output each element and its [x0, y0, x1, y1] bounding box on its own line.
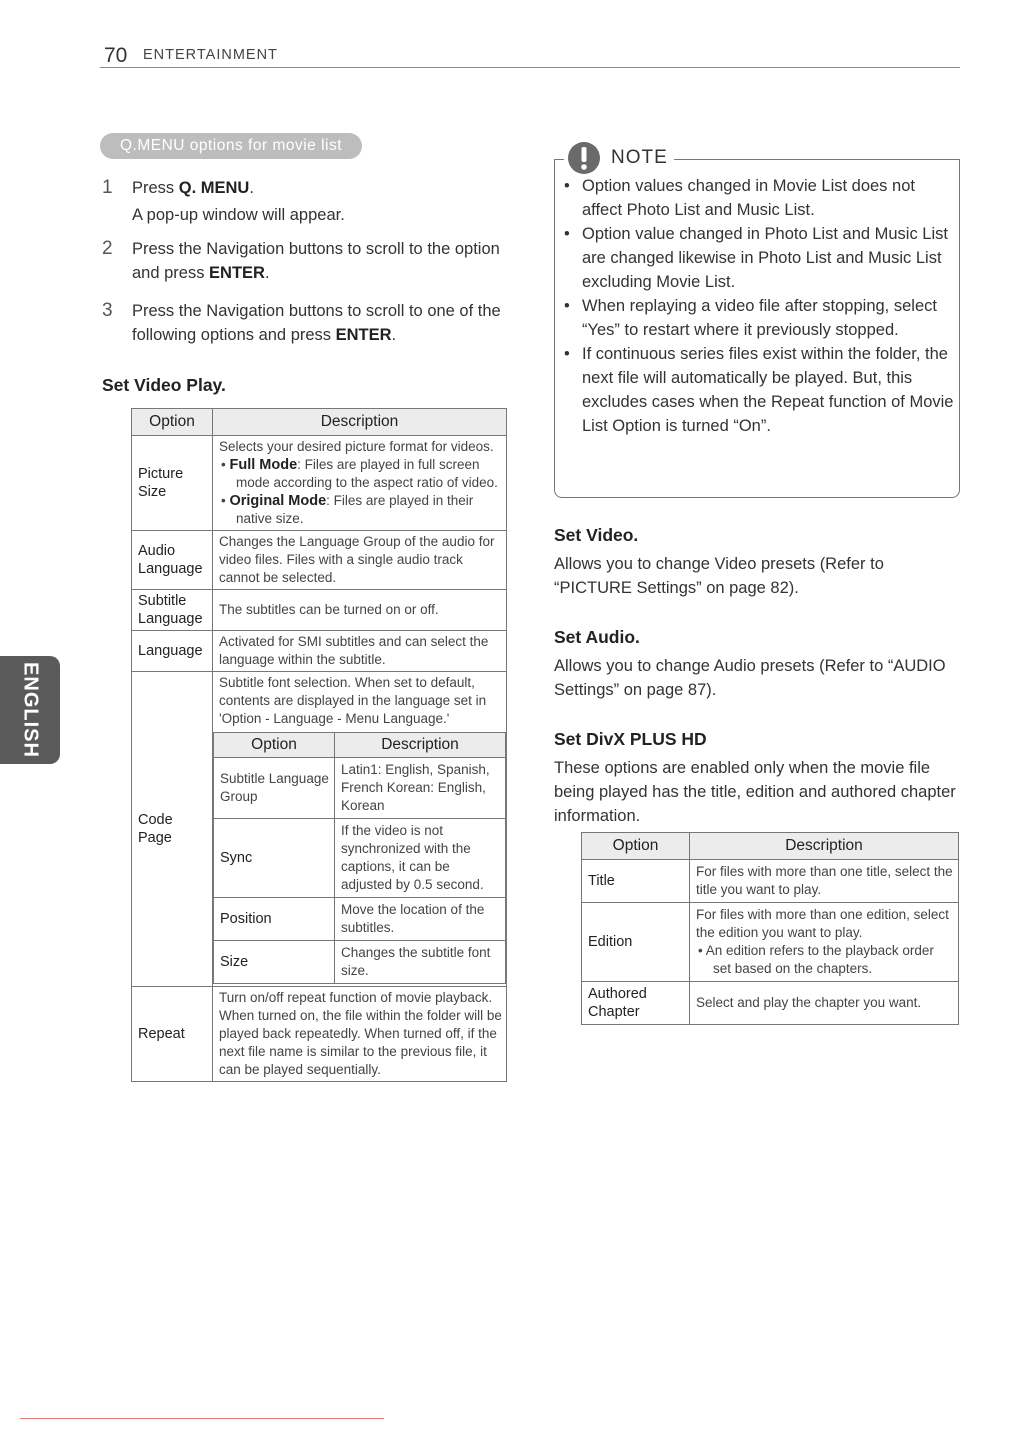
desc-intro: For files with more than one edition, select the edition you want to play. — [696, 907, 949, 940]
subtable-row — [214, 819, 506, 898]
bullet-text: : Files are played in full screen mode according to the aspect ratio of video. — [236, 457, 498, 490]
language-side-tab — [0, 656, 60, 764]
option-cell: Authored Chapter — [582, 982, 690, 1025]
divx-text: These options are enabled only when the movie file being played has the title, edition and authored chapter information. — [554, 759, 956, 825]
note-item: • When replaying a video file after stopping, select “Yes” to restart where it previously stopped. — [562, 294, 954, 342]
description-cell: Turn on/off repeat function of movie playback. When turned on, the file within the folder will be played back repeatedly. When turned off, if the next file name is similar to the previous file, it can be played sequentially. — [213, 987, 507, 1082]
note-exclamation-icon — [567, 141, 601, 175]
step-key: ENTER — [335, 326, 392, 344]
note-list — [562, 174, 954, 438]
note-item: • Option values changed in Movie List does not affect Photo List and Music List. — [562, 174, 954, 222]
step-number: 1 — [102, 177, 113, 198]
page-number: 70 — [104, 44, 128, 67]
step-text: Press the Navigation buttons to scroll to the option and press — [132, 240, 500, 282]
description-cell: The subtitles can be turned on or off. — [213, 590, 507, 631]
section-pill: Q.MENU options for movie list — [100, 133, 362, 159]
option-cell: Audio Language — [132, 531, 213, 590]
bullet-text: : Files are played in their native size. — [236, 493, 474, 526]
desc-intro: Selects your desired picture format for videos. — [219, 439, 494, 454]
set-video-heading: Set Video. — [554, 525, 639, 545]
description-cell — [690, 903, 959, 982]
set-audio-heading: Set Audio. — [554, 627, 640, 647]
table-row-subtitle-language — [132, 590, 507, 631]
table-row-repeat — [132, 987, 507, 1082]
divx-heading: Set DivX PLUS HD — [554, 729, 707, 749]
description-cell: If the video is not synchronized with the captions, it can be adjusted by 0.5 second. — [335, 819, 506, 898]
description-cell: Changes the subtitle font size. — [335, 941, 506, 984]
table-row-authored-chapter — [582, 982, 959, 1025]
option-cell: Position — [214, 898, 335, 941]
video-play-heading: Set Video Play. — [102, 375, 226, 395]
table-header-row — [132, 409, 507, 436]
footer-line — [20, 1418, 384, 1419]
bullet-key: Full Mode — [229, 457, 298, 473]
description-cell — [213, 672, 507, 987]
option-cell: Language — [132, 631, 213, 672]
side-tab-label: ENGLISH — [19, 662, 42, 758]
section-label: ENTERTAINMENT — [143, 47, 278, 63]
step-1 — [102, 176, 522, 227]
step-text-end: . — [264, 264, 270, 282]
subtable-row — [214, 758, 506, 819]
subtable-row — [214, 941, 506, 984]
table-row-audio-language — [132, 531, 507, 590]
col-option: Option — [214, 733, 335, 758]
video-play-table — [131, 408, 507, 1082]
step-subtext: A pop-up window will appear. — [132, 206, 345, 224]
description-cell: Latin1: English, Spanish, French Korean: English, Korean — [335, 758, 506, 819]
table-row-language — [132, 631, 507, 672]
option-cell: Repeat — [132, 987, 213, 1082]
step-text: Press — [132, 179, 179, 197]
col-description: Description — [213, 409, 507, 436]
description-cell: Select and play the chapter you want. — [690, 982, 959, 1025]
option-cell: Sync — [214, 819, 335, 898]
table-row-title — [582, 860, 959, 903]
description-cell: For files with more than one title, select the title you want to play. — [690, 860, 959, 903]
bullet-original-mode: • Original Mode: Files are played in their native size. — [221, 493, 474, 526]
subtable-header-row — [214, 733, 506, 758]
bullet-edition: • An edition refers to the playback order set based on the chapters. — [698, 943, 934, 976]
subtable-row — [214, 898, 506, 941]
step-number: 3 — [102, 300, 113, 321]
option-cell: Subtitle Language Group — [214, 758, 335, 819]
step-text: Press the Navigation buttons to scroll to one of the following options and press — [132, 302, 501, 344]
description-cell: Move the location of the subtitles. — [335, 898, 506, 941]
table-header-row — [582, 833, 959, 860]
code-page-subtable — [213, 732, 506, 984]
option-cell: Subtitle Language — [132, 590, 213, 631]
step-2 — [102, 237, 522, 285]
bullet-key: Original Mode — [229, 493, 327, 509]
col-description: Description — [690, 833, 959, 860]
divx-table — [581, 832, 959, 1025]
table-row-code-page — [132, 672, 507, 987]
bullet-full-mode: • Full Mode: Files are played in full screen mode according to the aspect ratio of video. — [221, 457, 498, 490]
description-cell: Changes the Language Group of the audio for video files. Files with a single audio track cannot be selected. — [213, 531, 507, 590]
option-cell: Title — [582, 860, 690, 903]
step-text-end: . — [249, 179, 254, 197]
note-title: NOTE — [611, 147, 668, 168]
step-key: Q. MENU — [178, 179, 250, 197]
description-cell: Activated for SMI subtitles and can select the language within the subtitle. — [213, 631, 507, 672]
table-row-edition — [582, 903, 959, 982]
bullet-text: An edition refers to the playback order set based on the chapters. — [705, 943, 934, 976]
option-cell: Picture Size — [132, 436, 213, 531]
col-description: Description — [335, 733, 506, 758]
col-option: Option — [582, 833, 690, 860]
option-cell: Code Page — [132, 672, 213, 987]
note-item: • If continuous series files exist within the folder, the next file will automatically be played. But, this excludes cases when the Repeat function of Movie List Option is turned “On”. — [562, 342, 954, 438]
note-item: • Option value changed in Photo List and Music List are changed likewise in Photo List and Music List excluding Movie List. — [562, 222, 954, 294]
step-number: 2 — [102, 238, 113, 259]
header-divider — [100, 67, 960, 68]
set-video-text: Allows you to change Video presets (Refer to “PICTURE Settings” on page 82). — [554, 555, 884, 597]
step-key: ENTER — [209, 264, 265, 282]
option-cell: Size — [214, 941, 335, 984]
table-row-picture-size — [132, 436, 507, 531]
option-cell: Edition — [582, 903, 690, 982]
col-option: Option — [132, 409, 213, 436]
step-3 — [102, 299, 522, 347]
step-text-end: . — [391, 326, 397, 344]
set-audio-text: Allows you to change Audio presets (Refer to “AUDIO Settings” on page 87). — [554, 657, 946, 699]
desc-intro: Subtitle font selection. When set to default, contents are displayed in the language set in 'Option - Language - Menu Language.' — [219, 675, 487, 726]
description-cell — [213, 436, 507, 531]
